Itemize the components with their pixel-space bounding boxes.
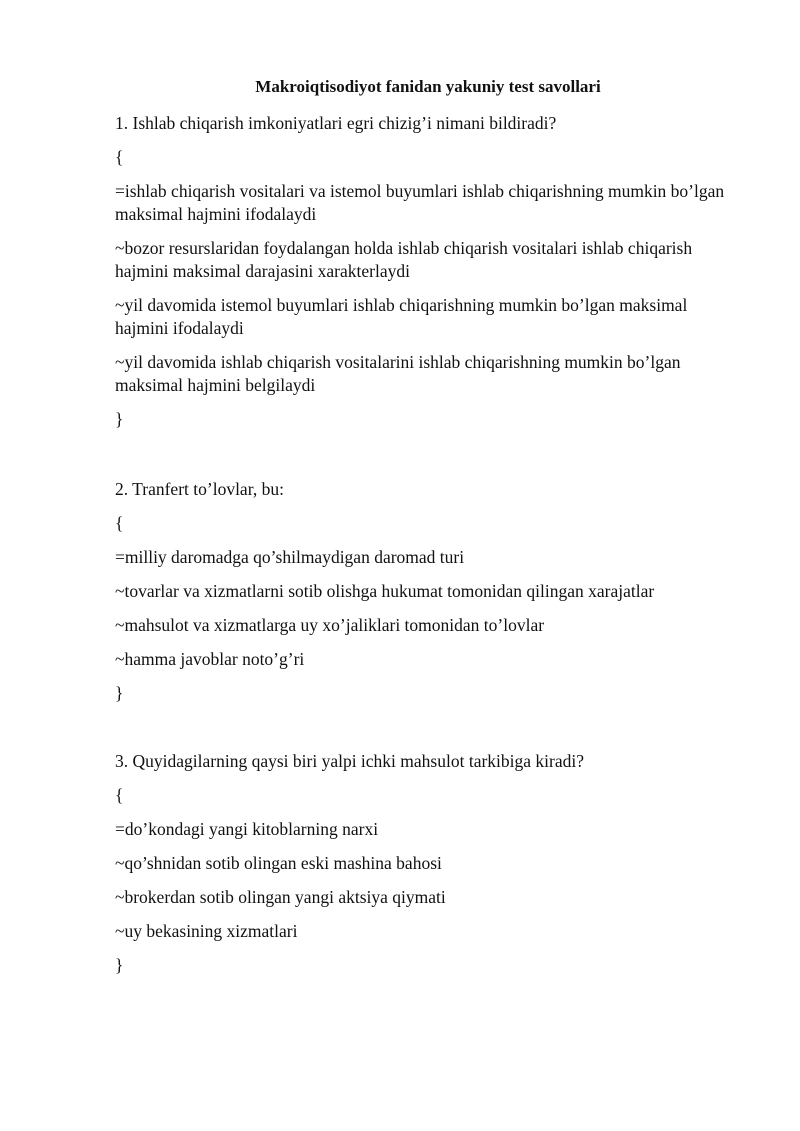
question-2-option-2: ~tovarlar va xizmatlarni sotib olishga hukumat tomonidan qilingan xarajatlar — [115, 581, 655, 601]
question-2-text: 2. Tranfert to’lovlar, bu: — [115, 479, 284, 499]
question-1-option-2: ~bozor resurslaridan foydalangan holda ishlab chiqarish vositalari ishlab chiqarish hajmini maksimal darajasini xarakterlaydi — [115, 238, 693, 281]
question-3-option-2: ~qo’shnidan sotib olingan eski mashina bahosi — [115, 853, 442, 873]
question-3-option-3: ~brokerdan sotib olingan yangi aktsiya qiymati — [115, 887, 446, 907]
question-1-open-brace: { — [115, 147, 124, 167]
question-1-close-brace: } — [115, 409, 124, 429]
question-1-option-3: ~yil davomida istemol buyumlari ishlab chiqarishning mumkin bo’lgan maksimal hajmini ifodalaydi — [115, 295, 688, 338]
question-3-close-brace: } — [115, 955, 124, 975]
question-2-option-4: ~hamma javoblar noto’g’ri — [115, 649, 305, 669]
question-2-option-3: ~mahsulot va xizmatlarga uy xo’jaliklari tomonidan to’lovlar — [115, 615, 545, 635]
question-2-option-1: =milliy daromadga qo’shilmaydigan daromad turi — [115, 547, 465, 567]
question-1-option-1: =ishlab chiqarish vositalari va istemol buyumlari ishlab chiqarishning mumkin bo’lgan maksimal hajmini ifodalaydi — [115, 181, 725, 224]
question-3-option-4: ~uy bekasining xizmatlari — [115, 921, 298, 941]
question-1-option-4: ~yil davomida ishlab chiqarish vositalarini ishlab chiqarishning mumkin bo’lgan maksimal hajmini belgilaydi — [115, 352, 681, 395]
question-2-close-brace: } — [115, 683, 124, 703]
question-2-open-brace: { — [115, 513, 124, 533]
question-3-open-brace: { — [115, 785, 124, 805]
question-1-text: 1. Ishlab chiqarish imkoniyatlari egri chizig’i nimani bildiradi? — [115, 113, 557, 133]
document-title: Makroiqtisodiyot fanidan yakuniy test savollari — [255, 77, 601, 96]
question-3-option-1: =do’kondagi yangi kitoblarning narxi — [115, 819, 379, 839]
question-3-text: 3. Quyidagilarning qaysi biri yalpi ichki mahsulot tarkibiga kiradi? — [115, 751, 584, 771]
